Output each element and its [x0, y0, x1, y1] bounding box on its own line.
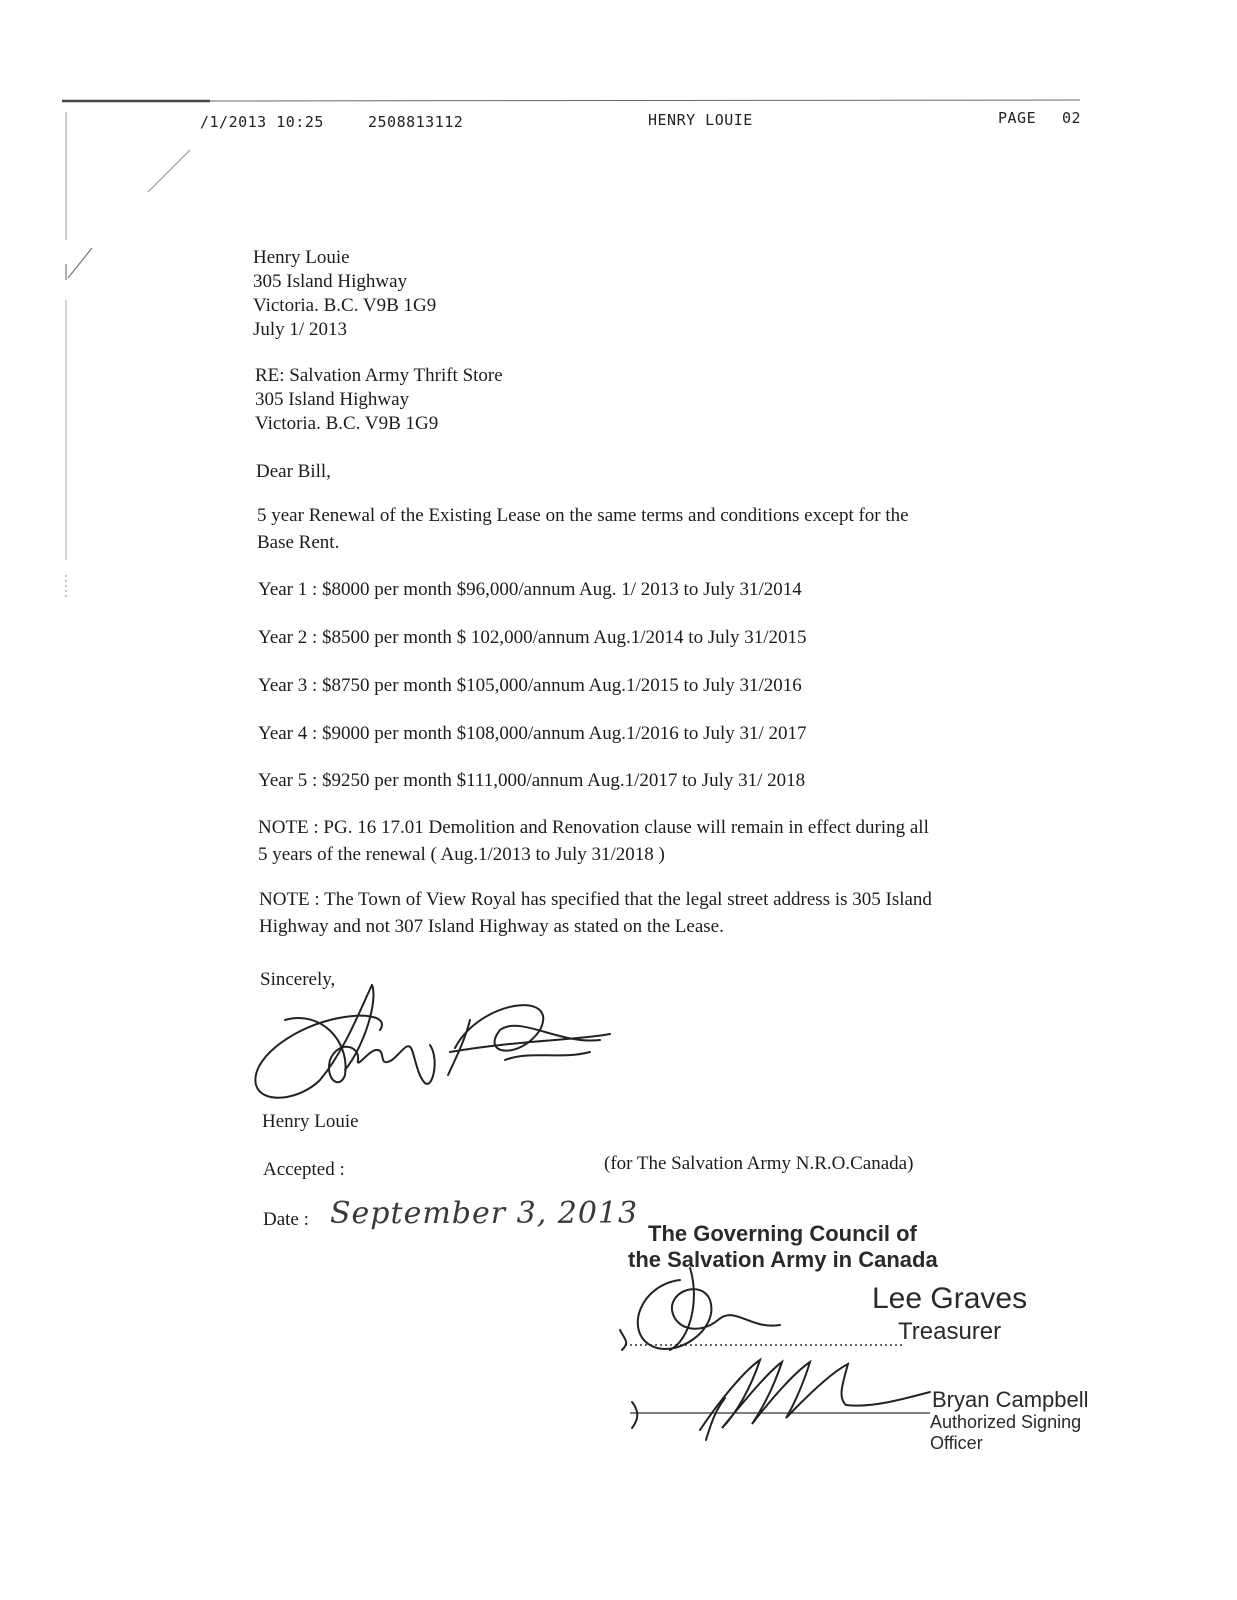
rent-year-4: Year 4 : $9000 per month $108,000/annum Aug.1/2016 to July 31/ 2017 [258, 723, 807, 744]
fax-page-number: 02 [1062, 109, 1082, 127]
stamp-line-1: The Governing Council of [648, 1221, 917, 1246]
note-2-line-1: NOTE : The Town of View Royal has specified that the legal street address is 305 Island [259, 889, 932, 910]
rent-year-1: Year 1 : $8000 per month $96,000/annum Aug. 1/ 2013 to July 31/2014 [258, 579, 802, 600]
letter-date: July 1/ 2013 [253, 319, 347, 340]
stamp-signer2-name: Bryan Campbell [932, 1387, 1089, 1412]
rent-year-3: Year 3 : $8750 per month $105,000/annum Aug.1/2015 to July 31/2016 [258, 675, 802, 696]
intro-line-2: Base Rent. [257, 532, 340, 553]
fax-sender: HENRY LOUIE [648, 111, 753, 129]
fax-phone: 2508813112 [368, 113, 464, 131]
rent-year-2: Year 2 : $8500 per month $ 102,000/annum Aug.1/2014 to July 31/2015 [258, 627, 807, 648]
signer-name: Henry Louie [262, 1111, 359, 1132]
note-1-line-1: NOTE : PG. 16 17.01 Demolition and Renovation clause will remain in effect during all [258, 817, 929, 838]
re-line-2: 305 Island Highway [255, 389, 410, 410]
intro-line-1: 5 year Renewal of the Existing Lease on the same terms and conditions except for the [257, 505, 909, 526]
stamp-signer2-title-2: Officer [930, 1433, 983, 1453]
fax-page-label: PAGE [998, 109, 1037, 127]
date-label: Date : [263, 1209, 309, 1230]
date-handwritten: September 3, 2013 [330, 1196, 639, 1231]
stamp-line-2: the Salvation Army in Canada [628, 1247, 938, 1272]
salutation: Dear Bill, [256, 461, 331, 482]
stamp-signer1-name: Lee Graves [872, 1282, 1028, 1315]
stamp-signer1-title: Treasurer [898, 1318, 1002, 1345]
sender-street: 305 Island Highway [253, 271, 408, 292]
rent-year-5: Year 5 : $9250 per month $111,000/annum Aug.1/2017 to July 31/ 2018 [258, 770, 806, 791]
accepted-label: Accepted : [263, 1159, 345, 1180]
note-2-line-2: Highway and not 307 Island Highway as stated on the Lease. [259, 916, 724, 937]
re-line-1: RE: Salvation Army Thrift Store [255, 365, 503, 386]
stamp-signer2-title-1: Authorized Signing [930, 1412, 1082, 1432]
re-line-3: Victoria. B.C. V9B 1G9 [255, 413, 439, 434]
sender-city: Victoria. B.C. V9B 1G9 [253, 295, 437, 316]
closing: Sincerely, [260, 969, 336, 990]
fax-datetime: /1/2013 10:25 [200, 113, 324, 131]
note-1-line-2: 5 years of the renewal ( Aug.1/2013 to July 31/2018 ) [258, 844, 665, 865]
for-org: (for The Salvation Army N.R.O.Canada) [604, 1153, 914, 1174]
sender-name: Henry Louie [253, 247, 350, 268]
